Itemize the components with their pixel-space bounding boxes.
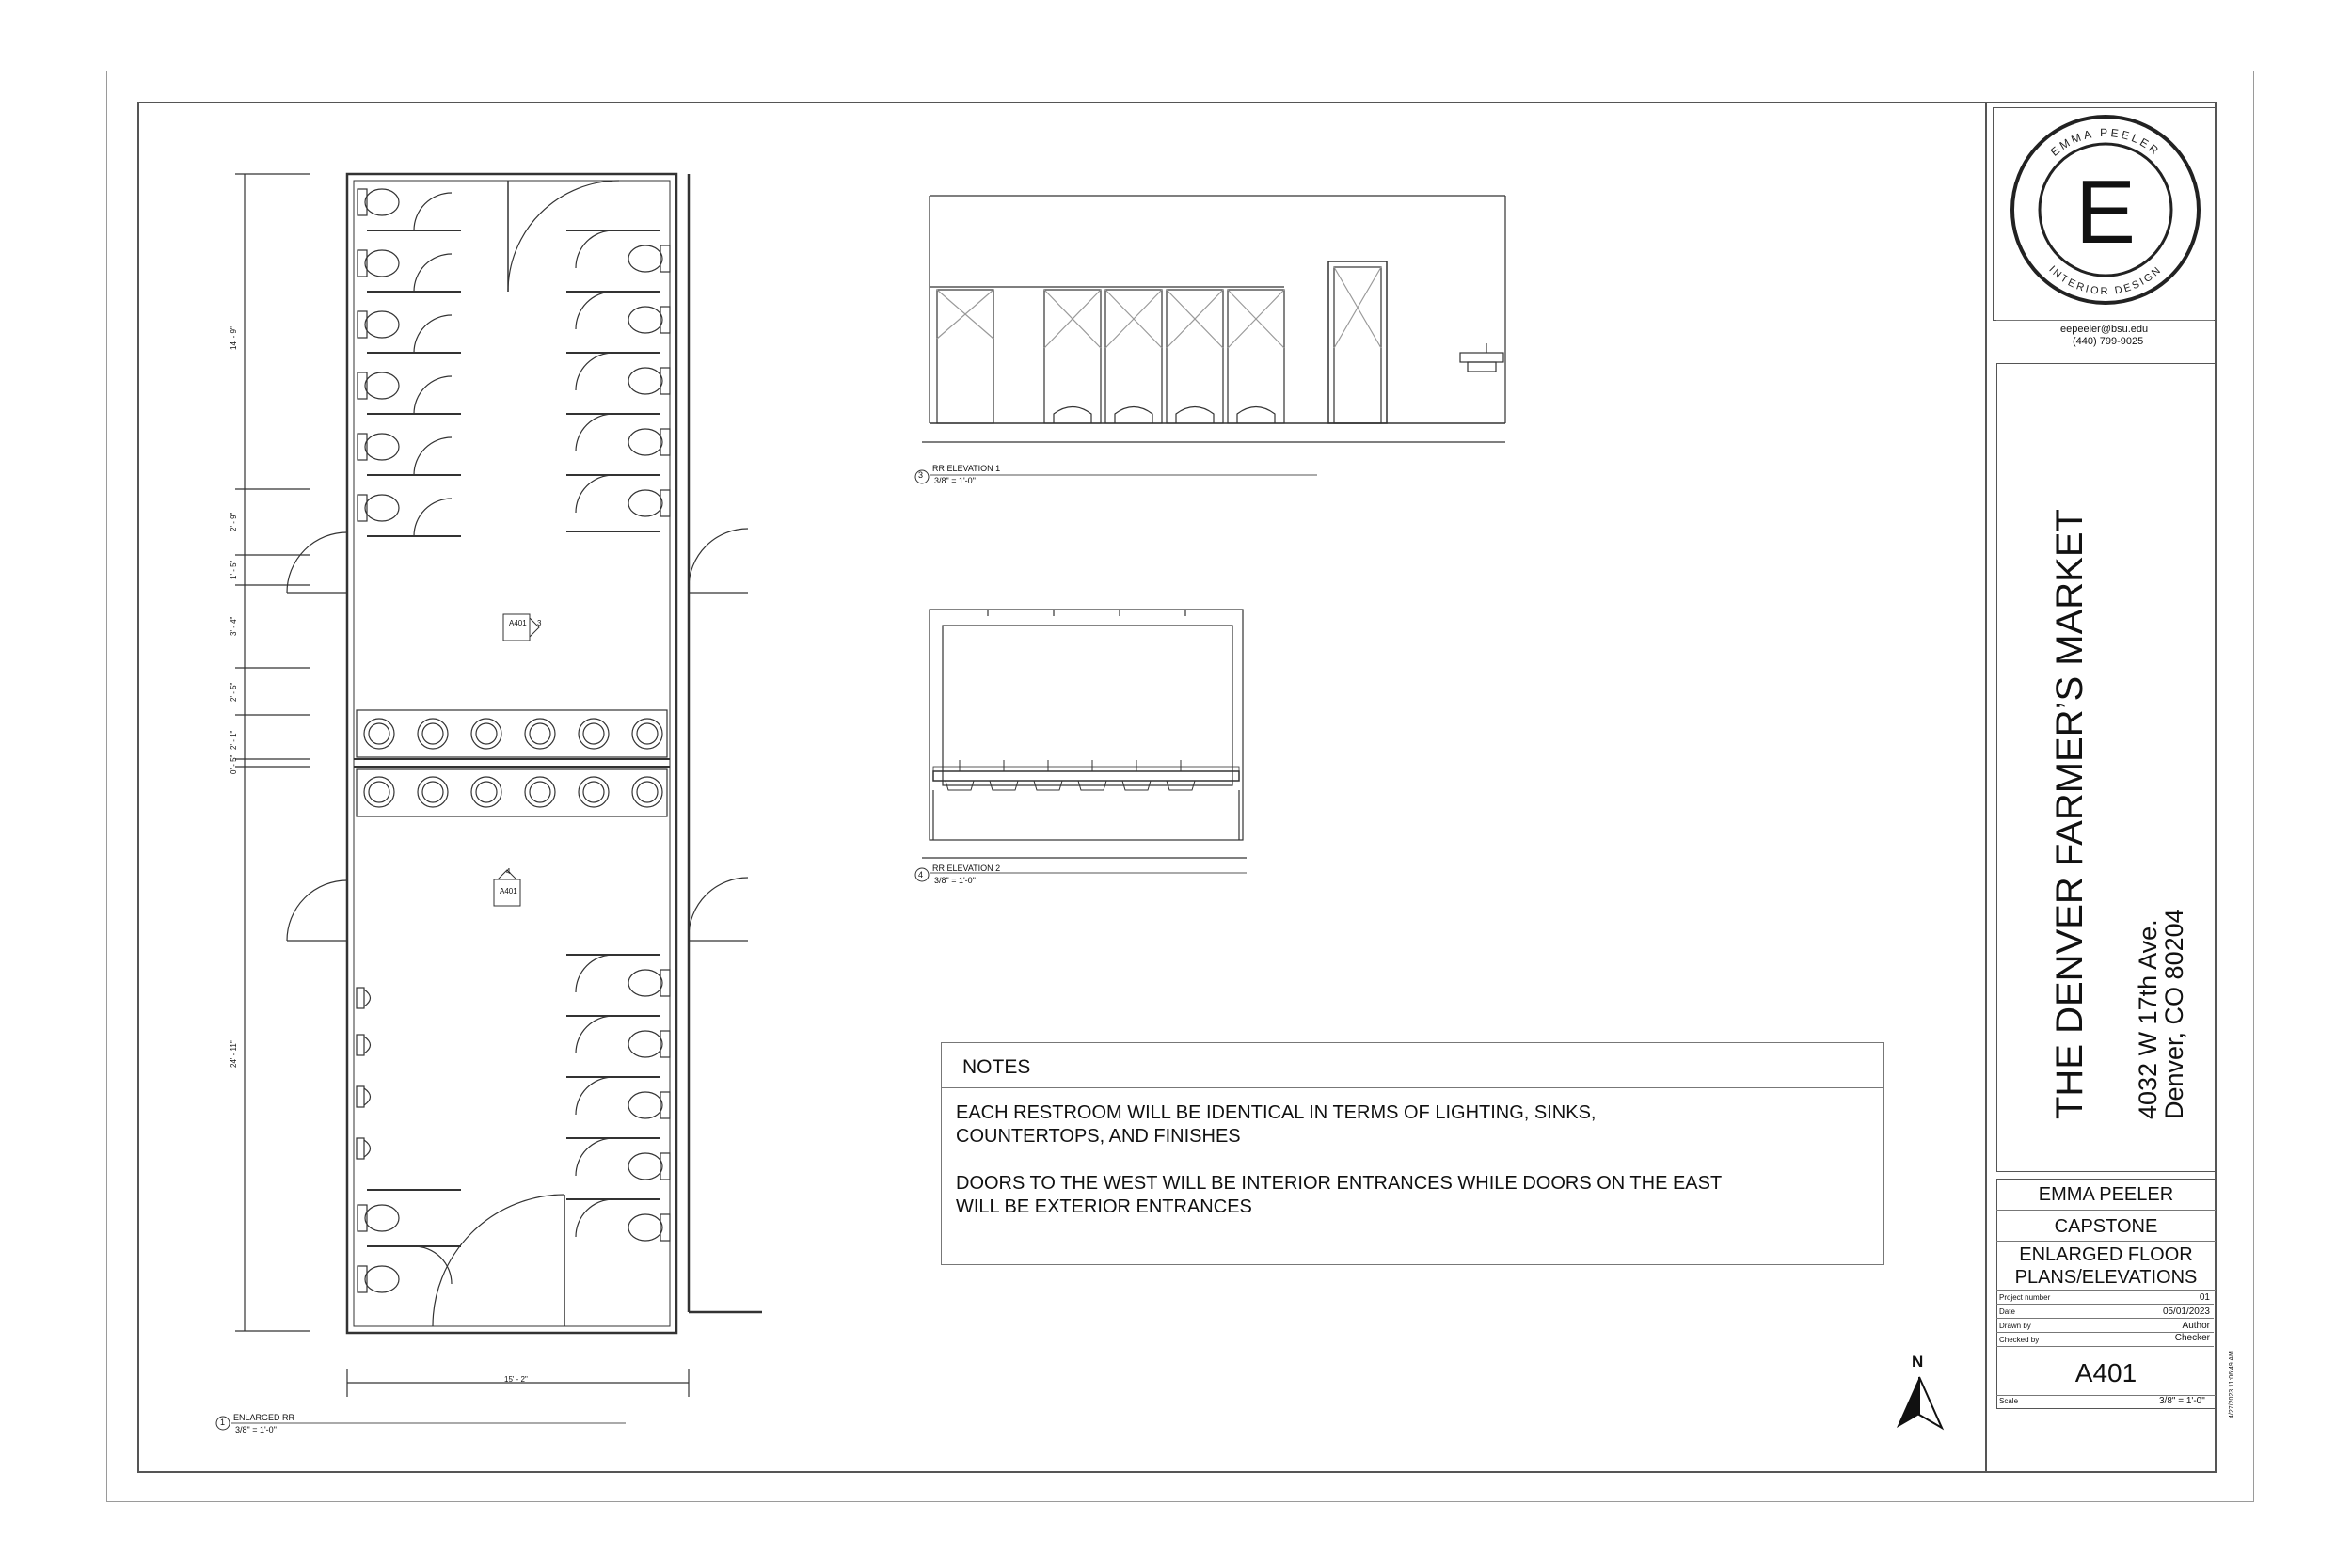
sheet-number: A401: [2074, 1358, 2137, 1387]
logo-letter: E: [2074, 162, 2137, 262]
course-row: [1996, 1211, 2216, 1242]
view-3-scale: 3/8" = 1'-0": [934, 476, 976, 485]
checked-by-row: [1996, 1333, 2214, 1347]
view-4-scale: 3/8" = 1'-0": [934, 876, 976, 885]
dim-2-1: 2' - 1": [230, 730, 238, 750]
plan-tag-upper-number: 3: [537, 619, 542, 627]
view-1-scale: 3/8" = 1'-0": [235, 1425, 277, 1434]
view-3-name: RR ELEVATION 1: [932, 464, 1001, 473]
sheet-title-row: [1996, 1243, 2216, 1291]
logo-ring-top-text: EMMA PEELER: [2047, 125, 2164, 159]
dim-15-2: 15' - 2": [504, 1375, 528, 1384]
note-2-line-1: DOORS TO THE WEST WILL BE INTERIOR ENTRANCES WHILE DOORS ON THE EAST: [956, 1173, 1723, 1194]
plan-tag-lower-number: 4: [506, 867, 511, 876]
dim-2-9: 2' - 9": [230, 512, 238, 531]
project-number-row: [1996, 1291, 2214, 1305]
sheet-title-line-2: PLANS/ELEVATIONS: [2014, 1267, 2198, 1288]
dim-24-11: 24' - 11": [230, 1040, 238, 1068]
print-timestamp: 4/27/2023 11:06:49 AM: [2229, 1351, 2235, 1418]
note-2-line-2: WILL BE EXTERIOR ENTRANCES: [956, 1196, 1252, 1217]
note-item-1: [956, 1101, 1596, 1148]
note-1-line-1: EACH RESTROOM WILL BE IDENTICAL IN TERMS OF LIGHTING, SINKS,: [956, 1102, 1597, 1123]
plan-tag-upper-sheet: A401: [509, 619, 527, 627]
notes-heading: NOTES: [962, 1056, 1031, 1078]
north-arrow-icon: [1891, 1373, 1947, 1434]
plan-outer-wall: [347, 174, 676, 1333]
firm-phone: (440) 799-9025: [2073, 336, 2144, 347]
sheet-number-row: [1996, 1347, 2216, 1396]
date-label: Date: [1999, 1307, 2015, 1316]
logo-ring-bottom-text: INTERIOR DESIGN: [2046, 263, 2165, 298]
project-address-line-1: 4032 W 17th Ave.: [2134, 919, 2162, 1119]
scale-label: Scale: [1999, 1397, 2019, 1405]
rr-elevation-2: [922, 602, 1251, 865]
checked-by-value: Checker: [2174, 1333, 2210, 1343]
view-1-name: ENLARGED RR: [233, 1413, 295, 1422]
note-item-2: [956, 1172, 1722, 1219]
dim-2-5: 2' - 5": [230, 682, 238, 702]
notes-box: [941, 1042, 1884, 1265]
view-1-number: 1: [220, 1418, 226, 1427]
notes-header: [942, 1043, 1883, 1088]
enlarged-restroom-plan: [169, 160, 781, 1458]
dim-1-5: 1' - 5": [230, 560, 238, 579]
view-4-number: 4: [918, 870, 924, 879]
rr-elevation-1: [922, 188, 1515, 451]
project-number-label: Project number: [1999, 1293, 2051, 1302]
checked-by-label: Checked by: [1999, 1336, 2040, 1344]
project-number-value: 01: [2199, 1292, 2210, 1303]
firm-email: eepeeler@bsu.edu: [2060, 324, 2149, 335]
drawn-by-row: [1996, 1319, 2214, 1333]
drawn-by-label: Drawn by: [1999, 1322, 2031, 1330]
designer-row: [1996, 1179, 2216, 1211]
north-label: N: [1912, 1353, 1924, 1370]
dim-0-5: 0' - 5": [230, 754, 238, 774]
firm-logo: [2007, 111, 2204, 309]
date-row: [1996, 1305, 2214, 1319]
date-value: 05/01/2023: [2162, 1307, 2210, 1317]
designer-name: EMMA PEELER: [2038, 1184, 2174, 1205]
scale-value: 3/8" = 1'-0": [2159, 1396, 2205, 1406]
course-name: CAPSTONE: [2054, 1216, 2158, 1237]
project-title: THE DENVER FARMER’S MARKET: [2049, 509, 2090, 1119]
dim-3-4: 3' - 4": [230, 616, 238, 636]
view-3-number: 3: [918, 470, 924, 480]
project-address-line-2: Denver, CO 80204: [2160, 909, 2188, 1119]
plan-tag-lower-sheet: A401: [500, 887, 517, 895]
view-4-name: RR ELEVATION 2: [932, 863, 1001, 873]
note-1-line-2: COUNTERTOPS, AND FINISHES: [956, 1126, 1241, 1147]
dim-14-9: 14' - 9": [230, 326, 238, 350]
sheet-title-line-1: ENLARGED FLOOR: [2019, 1244, 2193, 1265]
drawn-by-value: Author: [2182, 1321, 2210, 1331]
